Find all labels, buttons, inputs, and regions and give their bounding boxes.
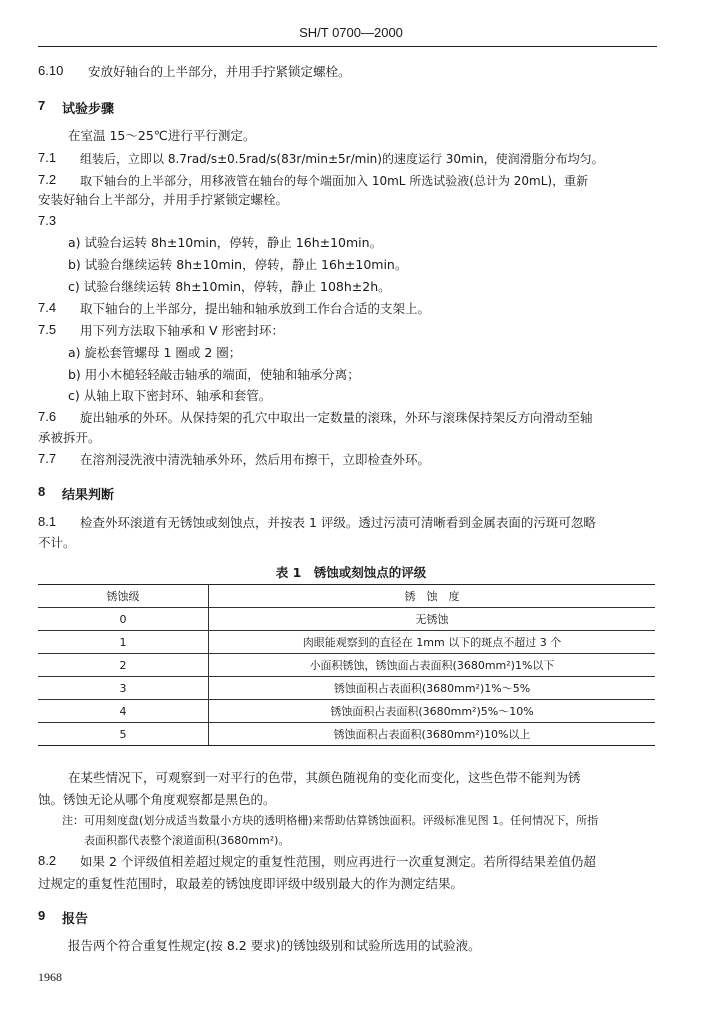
section-9-number: 9: [38, 908, 46, 923]
section-8-title: 结果判断: [62, 488, 115, 503]
grade-cell: 5: [38, 723, 209, 746]
clause-6-10-text: 安放好轴台的上半部分，并用手拧紧锁定螺栓。: [88, 64, 351, 79]
table-row: [38, 677, 655, 700]
clause-7-6-line2: 承被拆开。: [38, 430, 101, 445]
description-cell: 锈蚀面积占表面积(3680mm²)10%以上: [209, 723, 656, 746]
table-1-caption: 表 1 锈蚀或刻蚀点的评级: [275, 565, 427, 580]
header-grade: 锈蚀级: [38, 585, 209, 608]
grade-cell: 4: [38, 700, 209, 723]
clause-7-5-item-a: a) 旋松套管螺母 1 圈或 2 圈；: [68, 345, 242, 360]
table-row: [38, 608, 655, 631]
clause-number-7-5: 7.5: [38, 322, 57, 337]
clause-number-6-10: 6.10: [38, 63, 64, 78]
clause-7-2-line2: 安装好轴台上半部分，并用手拧紧锁定螺栓。: [38, 192, 289, 207]
clause-number-7-4: 7.4: [38, 300, 57, 315]
clause-7-5-item-b: b) 用小木槌轻轻敲击轴承的端面，使轴和轴承分离；: [68, 367, 360, 382]
table-header-row: [38, 585, 655, 608]
grade-cell: 3: [38, 677, 209, 700]
color-band-paragraph-line2: 蚀。锈蚀无论从哪个角度观察都是黑色的。: [38, 792, 276, 807]
section-8-number: 8: [38, 484, 46, 499]
section-7-number: 7: [38, 98, 46, 113]
clause-8-2-line2: 过规定的重复性范围时，取最差的锈蚀度即评级中级别最大的作为测定结果。: [38, 876, 464, 891]
grade-cell: 0: [38, 608, 209, 631]
description-cell: 无锈蚀: [209, 608, 656, 631]
clause-number-7-3: 7.3: [38, 213, 57, 228]
clause-number-8-2: 8.2: [38, 853, 57, 868]
clause-8-2-line1: 如果 2 个评级值相差超过规定的重复性范围，则应再进行一次重复测定。若所得结果差值仍超: [80, 854, 596, 869]
clause-7-3-item-a: a) 试验台运转 8h±10min，停转，静止 16h±10min。: [68, 235, 383, 250]
section-7-intro: 在室温 15～25℃进行平行测定。: [68, 128, 256, 143]
clause-number-7-2: 7.2: [38, 172, 57, 187]
header-rust-degree: 锈 蚀 度: [209, 585, 656, 608]
clause-8-1-line2: 不计。: [38, 535, 76, 550]
description-cell: 锈蚀面积占表面积(3680mm²)1%～5%: [209, 677, 656, 700]
clause-7-2-line1: 取下轴台的上半部分，用移液管在轴台的每个端面加入 10mL 所选试验液(总计为 20mL)，重新: [80, 174, 589, 188]
report-paragraph: 报告两个符合重复性规定(按 8.2 要求)的锈蚀级别和试验所选用的试验液。: [68, 938, 481, 953]
clause-7-4-text: 取下轴台的上半部分，提出轴和轴承放到工作台合适的支架上。: [80, 301, 431, 316]
grade-cell: 1: [38, 631, 209, 654]
clause-7-3-item-c: c) 试验台继续运转 8h±10min，停转，静止 108h±2h。: [68, 279, 391, 294]
table-row: [38, 723, 655, 746]
description-cell: 肉眼能观察到的直径在 1mm 以下的斑点不超过 3 个: [209, 631, 656, 654]
clause-7-1-text: 组装后，立即以 8.7rad/s±0.5rad/s(83r/min±5r/min)的速度运行 30min，使润滑脂分布均匀。: [80, 152, 604, 166]
clause-7-7-text: 在溶剂浸洗液中清洗轴承外环，然后用布擦干，立即检查外环。: [80, 452, 431, 467]
table-row: [38, 631, 655, 654]
table-row: [38, 654, 655, 677]
page-number: 1968: [38, 970, 62, 984]
clause-number-7-7: 7.7: [38, 451, 57, 466]
rust-grade-table: [38, 584, 655, 746]
note-line1: 注：可用刻度盘(划分成适当数量小方块的透明格栅)来帮助估算锈蚀面积。评级标准见图 1。任何情况下，所指: [62, 814, 599, 827]
clause-7-5-item-c: c) 从轴上取下密封环、轴承和套管。: [68, 388, 272, 403]
section-7-title: 试验步骤: [62, 102, 115, 117]
clause-7-5-text: 用下列方法取下轴承和 V 形密封环：: [80, 323, 284, 338]
clause-number-7-1: 7.1: [38, 150, 57, 165]
description-cell: 小面积锈蚀，锈蚀面占表面积(3680mm²)1%以下: [209, 654, 656, 677]
note-line2: 表面积都代表整个滚道面积(3680mm²)。: [84, 834, 290, 847]
standard-code-header: SH/T 0700—2000: [299, 25, 403, 40]
clause-8-1-line1: 检查外环滚道有无锈蚀或刻蚀点，并按表 1 评级。透过污渍可清晰看到金属表面的污斑可忽略: [80, 515, 596, 530]
header-rule: [38, 46, 657, 47]
section-9-title: 报告: [62, 912, 89, 927]
grade-cell: 2: [38, 654, 209, 677]
clause-number-7-6: 7.6: [38, 409, 57, 424]
table-row: [38, 700, 655, 723]
description-cell: 锈蚀面积占表面积(3680mm²)5%～10%: [209, 700, 656, 723]
color-band-paragraph-line1: 在某些情况下，可观察到一对平行的色带，其颜色随视角的变化而变化，这些色带不能判为锈: [68, 770, 581, 785]
clause-number-8-1: 8.1: [38, 514, 57, 529]
clause-7-6-line1: 旋出轴承的外环。从保持架的孔穴中取出一定数量的滚珠，外环与滚珠保持架反方向滑动至轴: [80, 410, 593, 425]
clause-7-3-item-b: b) 试验台继续运转 8h±10min，停转，静止 16h±10min。: [68, 257, 408, 272]
